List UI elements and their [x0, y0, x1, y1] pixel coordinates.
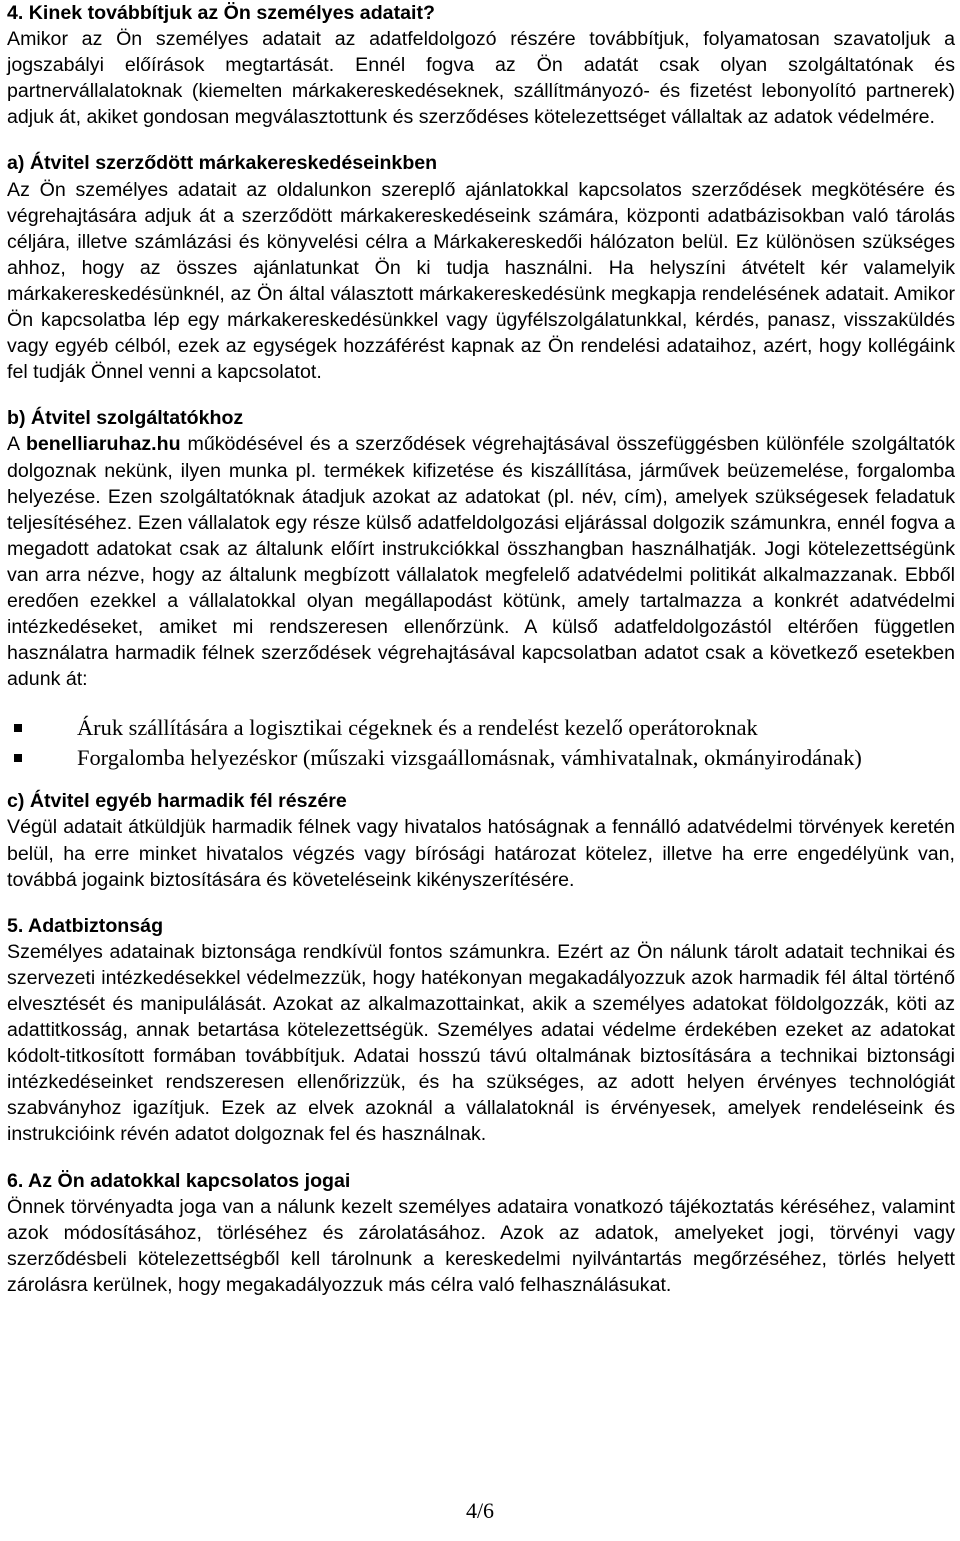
section-4-intro: Amikor az Ön személyes adatait az adatfeldolgozó részére továbbítjuk, folyamatosan szavatoljuk a jogszabályi előírások megtartását. Ennél fogva az Ön adatát csak olyan szolgáltatónak és partnervállalatoknak (kiemelten márkakereskedéseknek, szállítmányozó- és fizetést lebonyolító partnerek) adjuk át, akiket gondosan megválasztottunk és szerződéses kötelezettséget vállaltak az adatok védelmére.	[7, 28, 955, 129]
section-5-text: Személyes adatainak biztonsága rendkívül fontos számunkra. Ezért az Ön nálunk tárolt adatait technikai és szervezeti intézkedésekkel védelmezzük, hogy hatékonyan megakadályozzuk azok harmadik fél által történő elvesztését és manipulálását. Azokat az alkalmazottainkat, akik a személyes adatokat földolgozzák, köti az adattitkosság, annak betartása kötelezettségük. Személyes adatai védelme érdekében ezeket az adatokat kódolt-titkosított formában továbbítjuk. Adatai hosszú távú oltalmának biztosítására a technikai biztonsági intézkedéseinket rendszeresen ellenőrizzük, és ha szükséges, az adott helyen érvényes technológiát szabványhoz igazítjuk. Ezek az elvek azoknál a vállalatoknál is érvényesek, amelyek rendeléseink és instrukcióink révén adatot dolgoznak fel és használnak.	[7, 940, 955, 1146]
spacer	[7, 893, 955, 913]
document-page	[7, 0, 955, 1298]
subsection-c-title: c) Átvitel egyéb harmadik fél részére	[7, 790, 347, 813]
square-bullet-icon	[14, 724, 22, 732]
subsection-b-prefix: A	[7, 433, 26, 456]
brand-name: benelliaruhaz.hu	[25, 433, 181, 456]
subsection-b-title: b) Átvitel szolgáltatókhoz	[7, 407, 244, 430]
list-item-text: Forgalomba helyezéskor (műszaki vizsgaállomásnak, vámhivatalnak, okmányirodának)	[77, 745, 862, 771]
subsection-b-body: működésével és a szerződések végrehajtásával összefüggésben különféle szolgáltatók dolgoznak nekünk, ilyen munka pl. termékek kifizetése és kiszállítása, járművek beüzemelése, forgalomba helyezése. Ezen szolgáltatóknak átadjuk azokat az adatokat (pl. név, cím), amelyek szükségesek feladatuk teljesítéséhez. Ezen vállalatok egy része külső adatfeldolgozási eljárással dolgozik számunkra, ennél fogva a megadott adatokat csak az általunk előírt instrukciókkal összhangban használhatják. Jogi kötelezettségünk van arra nézve, hogy az általunk megbízott vállalatok megfelelő adatvédelmi politikát alkalmazzanak. Ebből eredően ezekkel a vállalatokkal olyan megállapodást kötünk, amely tartalmazza a konkrét adatvédelmi intézkedéseket, amiket mi rendszeresen ellenőrzünk. A külső adatfeldolgozástól eltérően független használatra harmadik félnek szerződések végrehajtásával kapcsolatban adatot csak a következő esetekben adunk át:	[7, 433, 955, 691]
list-item	[7, 714, 955, 742]
subsection-a-title: a) Átvitel szerződött márkakereskedéseinkben	[7, 152, 438, 175]
spacer	[7, 385, 955, 405]
section-6-title: 6. Az Ön adatokkal kapcsolatos jogai	[7, 1169, 351, 1192]
spacer	[7, 130, 955, 150]
subsection-b-text	[7, 431, 955, 692]
list-item	[7, 744, 955, 772]
square-bullet-icon	[14, 754, 22, 762]
subsection-a-text: Az Ön személyes adatait az oldalunkon szereplő ajánlatokkal kapcsolatos szerződések megkötésére és végrehajtására adjuk át a szerződött márkakereskedéseink számára, központi adatbázisokban való tárolás céljára, illetve számlázási és könyvelési célra a Márkakereskedői hálózaton belül. Ez különösen szükséges ahhoz, hogy az összes ajánlatunkat Ön ki tudja használni. Ha helyszíni átvételt kér valamelyik márkakereskedésünknél, az Ön által választott márkakereskedésünk megkapja rendelésének adatait. Amikor Ön kapcsolatba lép egy márkakereskedésünkkel vagy ügyfélszolgálatunkkal, kérdés, panasz, visszaküldés vagy egyéb célból, ezek az egységek hozzáférést kapnak az Ön rendelési adataihoz, azért, hogy kollégáink fel tudják Önnel venni a kapcsolatot.	[7, 178, 955, 384]
page-number: 4/6	[465, 1498, 495, 1523]
subsection-c-text: Végül adatait átküldjük harmadik félnek vagy hivatalos hatóságnak a fennálló adatvédelmi törvények keretén belül, ha erre minket hivatalos végzés vagy bírósági határozat kötelez, illetve ha erre engedélyünk van, továbbá jogaink biztosítására és követeléseink kikényszerítésére.	[7, 816, 955, 891]
section-5-title: 5. Adatbiztonság	[7, 914, 164, 937]
recipient-list	[7, 714, 955, 772]
spacer	[7, 1148, 955, 1168]
section-6-text: Önnek törvényadta joga van a nálunk kezelt személyes adataira vonatkozó tájékoztatás kéréséhez, valamint azok módosításához, törléséhez és zárolatásához. Azok az adatok, amelyeket jogi, törvényi vagy szerződésbeli kötelezettségből kell tárolnunk a kereskedelmi nyilvántartás megőrzéséhez, törlés helyett zárolásra kerülnek, hogy megakadályozzuk más célra való felhasználásukat.	[7, 1195, 955, 1296]
list-item-text: Áruk szállítására a logisztikai cégeknek és a rendelést kezelő operátoroknak	[77, 715, 758, 741]
section-4-title: 4. Kinek továbbítjuk az Ön személyes adatait?	[7, 2, 435, 24]
